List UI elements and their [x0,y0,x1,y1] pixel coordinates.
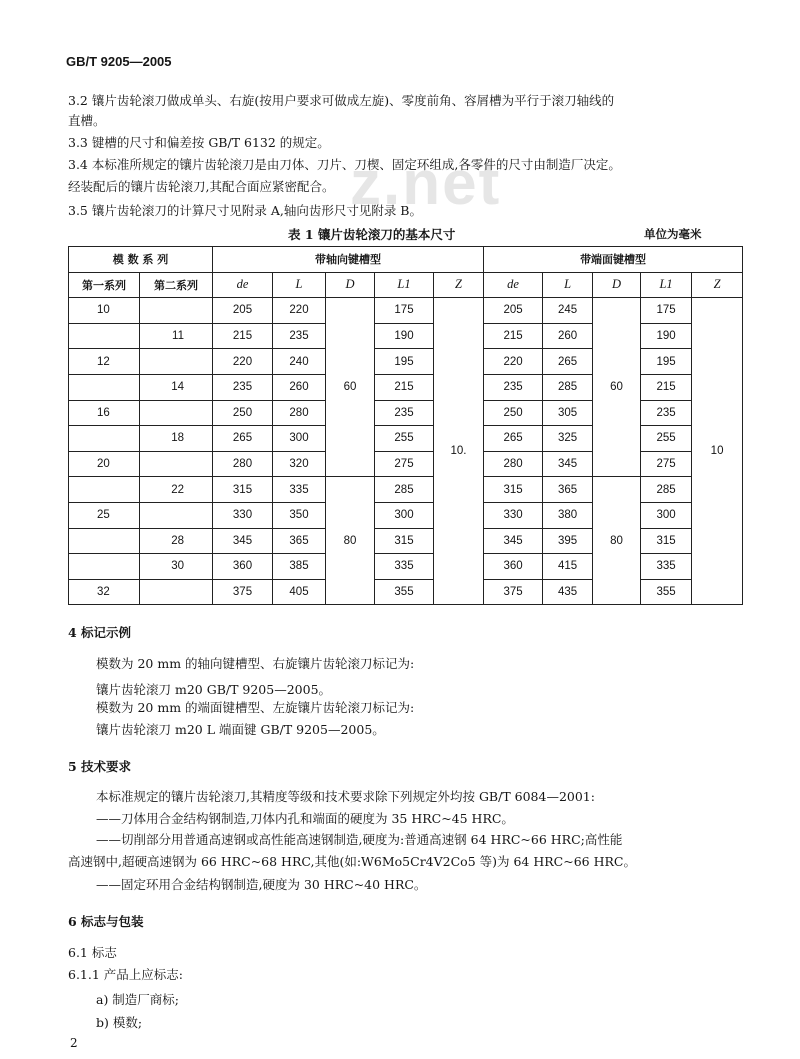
cell-L: 240 [273,349,326,375]
table-row [69,323,743,349]
header-axial-keyway: 带轴向键槽型 [213,247,484,273]
cell-de-end: 360 [484,554,543,580]
section-5-line3: ——切削部分用普通高速钢或高性能高速钢制造,硬度为:普通高速钢 64 HRC~66 HRC;高性能 [96,832,623,847]
cell-de-end: 315 [484,477,543,503]
cell-L-end: 380 [543,502,593,528]
header-end-keyway: 带端面键槽型 [484,247,743,273]
cell-L-end: 435 [543,579,593,605]
watermark: z.net [350,149,502,218]
cell-L1: 235 [375,400,434,426]
cell-D-merged: 80 [326,477,375,605]
cell-second-series [140,579,213,605]
header-second-series: 第二系列 [140,272,213,298]
section-5-line4: 高速钢中,超硬高速钢为 66 HRC~68 HRC,其他(如:W6Mo5Cr4V2Co5 等)为 64 HRC~66 HRC。 [68,854,636,869]
item-a: a) 制造厂商标; [96,992,180,1007]
cell-L1: 175 [375,298,434,324]
cell-de-end: 375 [484,579,543,605]
cell-de: 215 [213,323,273,349]
cell-L-end: 265 [543,349,593,375]
cell-L: 320 [273,451,326,477]
cell-L1-end: 355 [641,579,692,605]
standard-code-header: GB/T 9205—2005 [66,54,172,69]
table-row [69,502,743,528]
cell-L1-end: 215 [641,374,692,400]
cell-L: 335 [273,477,326,503]
cell-de-end: 345 [484,528,543,554]
cell-de-end: 205 [484,298,543,324]
cell-L: 405 [273,579,326,605]
cell-L: 365 [273,528,326,554]
para-3-2-line1: 3.2 镶片齿轮滚刀做成单头、右旋(按用户要求可做成左旋)、零度前角、容屑槽为平行于滚刀轴线的 [68,93,615,108]
table-caption: 表 1 镶片齿轮滚刀的基本尺寸 [288,227,456,242]
header-D: D [326,272,375,298]
header-Z: Z [434,272,484,298]
table-row [69,579,743,605]
table-row [69,298,743,324]
cell-first-series [69,528,140,554]
cell-de: 205 [213,298,273,324]
cell-L: 350 [273,502,326,528]
section-4-line1: 模数为 20 mm 的轴向键槽型、右旋镶片齿轮滚刀标记为: [96,656,415,671]
cell-de-end: 250 [484,400,543,426]
cell-L: 300 [273,426,326,452]
cell-L-end: 305 [543,400,593,426]
cell-L1-end: 175 [641,298,692,324]
cell-L1: 300 [375,502,434,528]
cell-L: 235 [273,323,326,349]
cell-L-end: 415 [543,554,593,580]
cell-D-merged: 60 [326,298,375,477]
para-3-4-line1: 3.4 本标准所规定的镶片齿轮滚刀是由刀体、刀片、刀楔、固定环组成,各零件的尺寸由制造厂决定。 [68,157,621,172]
cell-second-series [140,400,213,426]
table-body [69,298,743,605]
cell-L1: 335 [375,554,434,580]
cell-Z-merged: 10. [434,298,484,605]
cell-de-end: 235 [484,374,543,400]
cell-second-series: 28 [140,528,213,554]
section-4-line2: 镶片齿轮滚刀 m20 GB/T 9205—2005。 [96,682,332,697]
table-unit: 单位为毫米 [644,227,702,241]
cell-L1-end: 255 [641,426,692,452]
section-5-title: 5 技术要求 [68,759,132,774]
cell-second-series: 14 [140,374,213,400]
cell-first-series [69,374,140,400]
cell-first-series: 10 [69,298,140,324]
cell-de-end: 280 [484,451,543,477]
cell-de: 280 [213,451,273,477]
cell-first-series [69,554,140,580]
cell-de: 220 [213,349,273,375]
cell-second-series [140,451,213,477]
cell-first-series: 25 [69,502,140,528]
cell-L1: 255 [375,426,434,452]
cell-second-series [140,502,213,528]
cell-L1: 315 [375,528,434,554]
cell-L-end: 325 [543,426,593,452]
table-row [69,528,743,554]
header-L1: L1 [375,272,434,298]
section-6-1: 6.1 标志 [68,945,117,960]
cell-de-end: 265 [484,426,543,452]
cell-L: 260 [273,374,326,400]
section-4-line4: 镶片齿轮滚刀 m20 L 端面键 GB/T 9205—2005。 [96,722,385,737]
cell-first-series [69,477,140,503]
cell-L: 385 [273,554,326,580]
header-first-series: 第一系列 [69,272,140,298]
section-6-title: 6 标志与包装 [68,914,144,929]
cell-second-series: 22 [140,477,213,503]
cell-de: 315 [213,477,273,503]
page-number: 2 [70,1036,78,1050]
para-3-3: 3.3 键槽的尺寸和偏差按 GB/T 6132 的规定。 [68,135,330,150]
header-Z-end: Z [692,272,743,298]
header-L-end: L [543,272,593,298]
cell-de: 265 [213,426,273,452]
para-3-5: 3.5 镶片齿轮滚刀的计算尺寸见附录 A,轴向齿形尺寸见附录 B。 [68,203,422,218]
cell-L1: 190 [375,323,434,349]
cell-L-end: 260 [543,323,593,349]
cell-L: 280 [273,400,326,426]
cell-first-series: 12 [69,349,140,375]
para-3-4-line2: 经装配后的镶片齿轮滚刀,其配合面应紧密配合。 [68,179,335,194]
cell-second-series [140,298,213,324]
cell-L1: 215 [375,374,434,400]
cell-D-end-merged: 80 [593,477,641,605]
hob-dimensions-table [68,246,743,605]
cell-D-end-merged: 60 [593,298,641,477]
cell-first-series: 32 [69,579,140,605]
cell-L1-end: 275 [641,451,692,477]
header-L: L [273,272,326,298]
section-5-line2: ——刀体用合金结构钢制造,刀体内孔和端面的硬度为 35 HRC~45 HRC。 [96,811,514,826]
item-b: b) 模数; [96,1015,143,1030]
cell-second-series: 30 [140,554,213,580]
table-row [69,374,743,400]
table-row [69,477,743,503]
header-L1-end: L1 [641,272,692,298]
cell-L1-end: 285 [641,477,692,503]
section-6-1-1: 6.1.1 产品上应标志: [68,967,183,982]
cell-L1-end: 190 [641,323,692,349]
cell-second-series: 11 [140,323,213,349]
header-de: de [213,272,273,298]
cell-L-end: 245 [543,298,593,324]
cell-L1: 275 [375,451,434,477]
header-de-end: de [484,272,543,298]
header-module-series: 模 数 系 列 [69,247,213,273]
section-5-line5: ——固定环用合金结构钢制造,硬度为 30 HRC~40 HRC。 [96,877,427,892]
cell-de-end: 220 [484,349,543,375]
cell-L1: 195 [375,349,434,375]
cell-second-series: 18 [140,426,213,452]
section-4-title: 4 标记示例 [68,625,132,640]
cell-de-end: 215 [484,323,543,349]
cell-L1-end: 235 [641,400,692,426]
cell-L1-end: 195 [641,349,692,375]
cell-first-series: 20 [69,451,140,477]
table-row [69,349,743,375]
cell-de: 360 [213,554,273,580]
cell-first-series: 16 [69,400,140,426]
table-row [69,451,743,477]
cell-Z-end-merged: 10 [692,298,743,605]
cell-L1-end: 300 [641,502,692,528]
cell-de: 345 [213,528,273,554]
cell-L: 220 [273,298,326,324]
cell-first-series [69,426,140,452]
cell-de-end: 330 [484,502,543,528]
cell-L1-end: 315 [641,528,692,554]
section-4-line3: 模数为 20 mm 的端面键槽型、左旋镶片齿轮滚刀标记为: [96,700,415,715]
cell-de: 250 [213,400,273,426]
table-row [69,554,743,580]
cell-L-end: 365 [543,477,593,503]
cell-L1: 355 [375,579,434,605]
cell-second-series [140,349,213,375]
cell-de: 330 [213,502,273,528]
cell-L-end: 345 [543,451,593,477]
table-row [69,426,743,452]
cell-de: 375 [213,579,273,605]
cell-first-series [69,323,140,349]
cell-L1-end: 335 [641,554,692,580]
cell-L1: 285 [375,477,434,503]
section-5-line1: 本标准规定的镶片齿轮滚刀,其精度等级和技术要求除下列规定外均按 GB/T 6084—2001: [96,789,595,804]
table-row [69,400,743,426]
header-D-end: D [593,272,641,298]
para-3-2-line2: 直槽。 [68,113,106,128]
cell-L-end: 285 [543,374,593,400]
cell-L-end: 395 [543,528,593,554]
cell-de: 235 [213,374,273,400]
